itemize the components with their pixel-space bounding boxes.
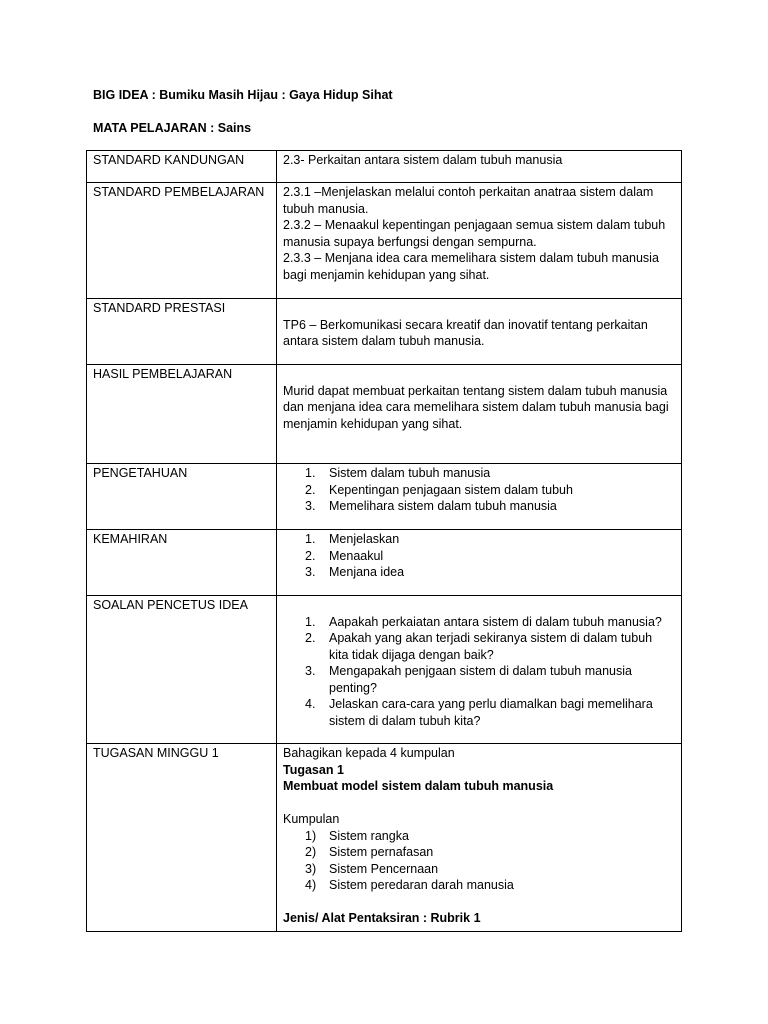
standard-prestasi-text: TP6 – Berkomunikasi secara kreatif dan inovatif tentang perkaitan antara sistem dalam tubuh manusia. [283,317,648,348]
tugasan-line-1: Bahagikan kepada 4 kumpulan [283,746,455,760]
row-hasil-pembelajaran [87,365,682,464]
list-item: 1. Aapakah perkaiatan antara sistem di dalam tubuh manusia? [305,614,662,629]
row-pengetahuan [87,464,682,530]
kumpulan-title: Kumpulan [283,812,340,826]
hasil-pembelajaran-text: Murid dapat membuat perkaitan tentang sistem dalam tubuh manusia dan menjana idea cara memelihara sistem dalam tubuh manusia bagi menjamin kehidupan yang sihat. [283,383,669,431]
assessment-text: Jenis/ Alat Pentaksiran : Rubrik 1 [283,911,481,925]
value-standard-prestasi [277,299,682,365]
value-tugasan-minggu-1 [277,744,682,932]
value-hasil-pembelajaran [277,365,682,464]
row-soalan-pencetus-idea [87,596,682,744]
label-hasil-pembelajaran: HASIL PEMBELAJARAN [87,365,277,464]
row-standard-prestasi [87,299,682,365]
list-item: 4. Jelaskan cara-cara yang perlu diamalkan bagi memelihara sistem di dalam tubuh kita? [305,697,653,728]
list-item: 4) Sistem peredaran darah manusia [305,878,514,892]
value-standard-kandungan: 2.3- Perkaitan antara sistem dalam tubuh manusia [277,151,682,183]
value-soalan-pencetus-idea [277,596,682,744]
value-pengetahuan [277,464,682,530]
label-standard-kandungan: STANDARD KANDUNGAN [87,151,277,183]
row-standard-pembelajaran [87,183,682,299]
label-tugasan-minggu-1: TUGASAN MINGGU 1 [87,744,277,932]
list-item: 2) Sistem pernafasan [305,845,434,859]
list-item: 2. Kepentingan penjagaan sistem dalam tubuh [305,482,573,497]
label-pengetahuan: PENGETAHUAN [87,464,277,530]
list-item: 3) Sistem Pencernaan [305,861,439,876]
list-item: 2. Apakah yang akan terjadi sekiranya sistem di dalam tubuh kita tidak dijaga dengan baik? [305,631,653,662]
list-item: 3. Menjana idea [305,565,405,579]
list-item: 3. Mengapakah penjgaan sistem di dalam tubuh manusia penting? [305,664,632,695]
label-soalan-pencetus-idea: SOALAN PENCETUS IDEA [87,596,277,744]
list-item: 1. Menjelaskan [305,532,400,546]
list-item: 1) Sistem rangka [305,828,409,843]
value-standard-pembelajaran: 2.3.1 –Menjelaskan melalui contoh perkaitan anatraa sistem dalam tubuh manusia. 2.3.2 – Menaakul kepentingan penjagaan semua sistem dalam tubuh manusia supaya berfungsi dengan sempurna. 2.3.3 – Menjana idea cara memelihara sistem dalam tubuh manusia bagi menjamin kehidupan yang sihat. [277,183,682,299]
label-standard-pembelajaran: STANDARD PEMBELAJARAN [87,183,277,299]
row-standard-kandungan [87,151,682,183]
big-idea-heading: BIG IDEA : Bumiku Masih Hijau : Gaya Hidup Sihat [93,88,393,102]
lesson-plan-table [86,150,682,932]
row-tugasan-minggu-1 [87,744,682,932]
subject-heading: MATA PELAJARAN : Sains [93,121,252,135]
tugasan-line-3: Membuat model sistem dalam tubuh manusia [283,779,554,793]
tugasan-line-2: Tugasan 1 [283,762,344,777]
list-item: 2. Menaakul [305,548,384,563]
label-standard-prestasi: STANDARD PRESTASI [87,299,277,365]
list-item: 3. Memelihara sistem dalam tubuh manusia [305,499,557,513]
row-kemahiran [87,530,682,596]
list-item: 1. Sistem dalam tubuh manusia [305,466,491,480]
label-kemahiran: KEMAHIRAN [87,530,277,596]
value-kemahiran [277,530,682,596]
